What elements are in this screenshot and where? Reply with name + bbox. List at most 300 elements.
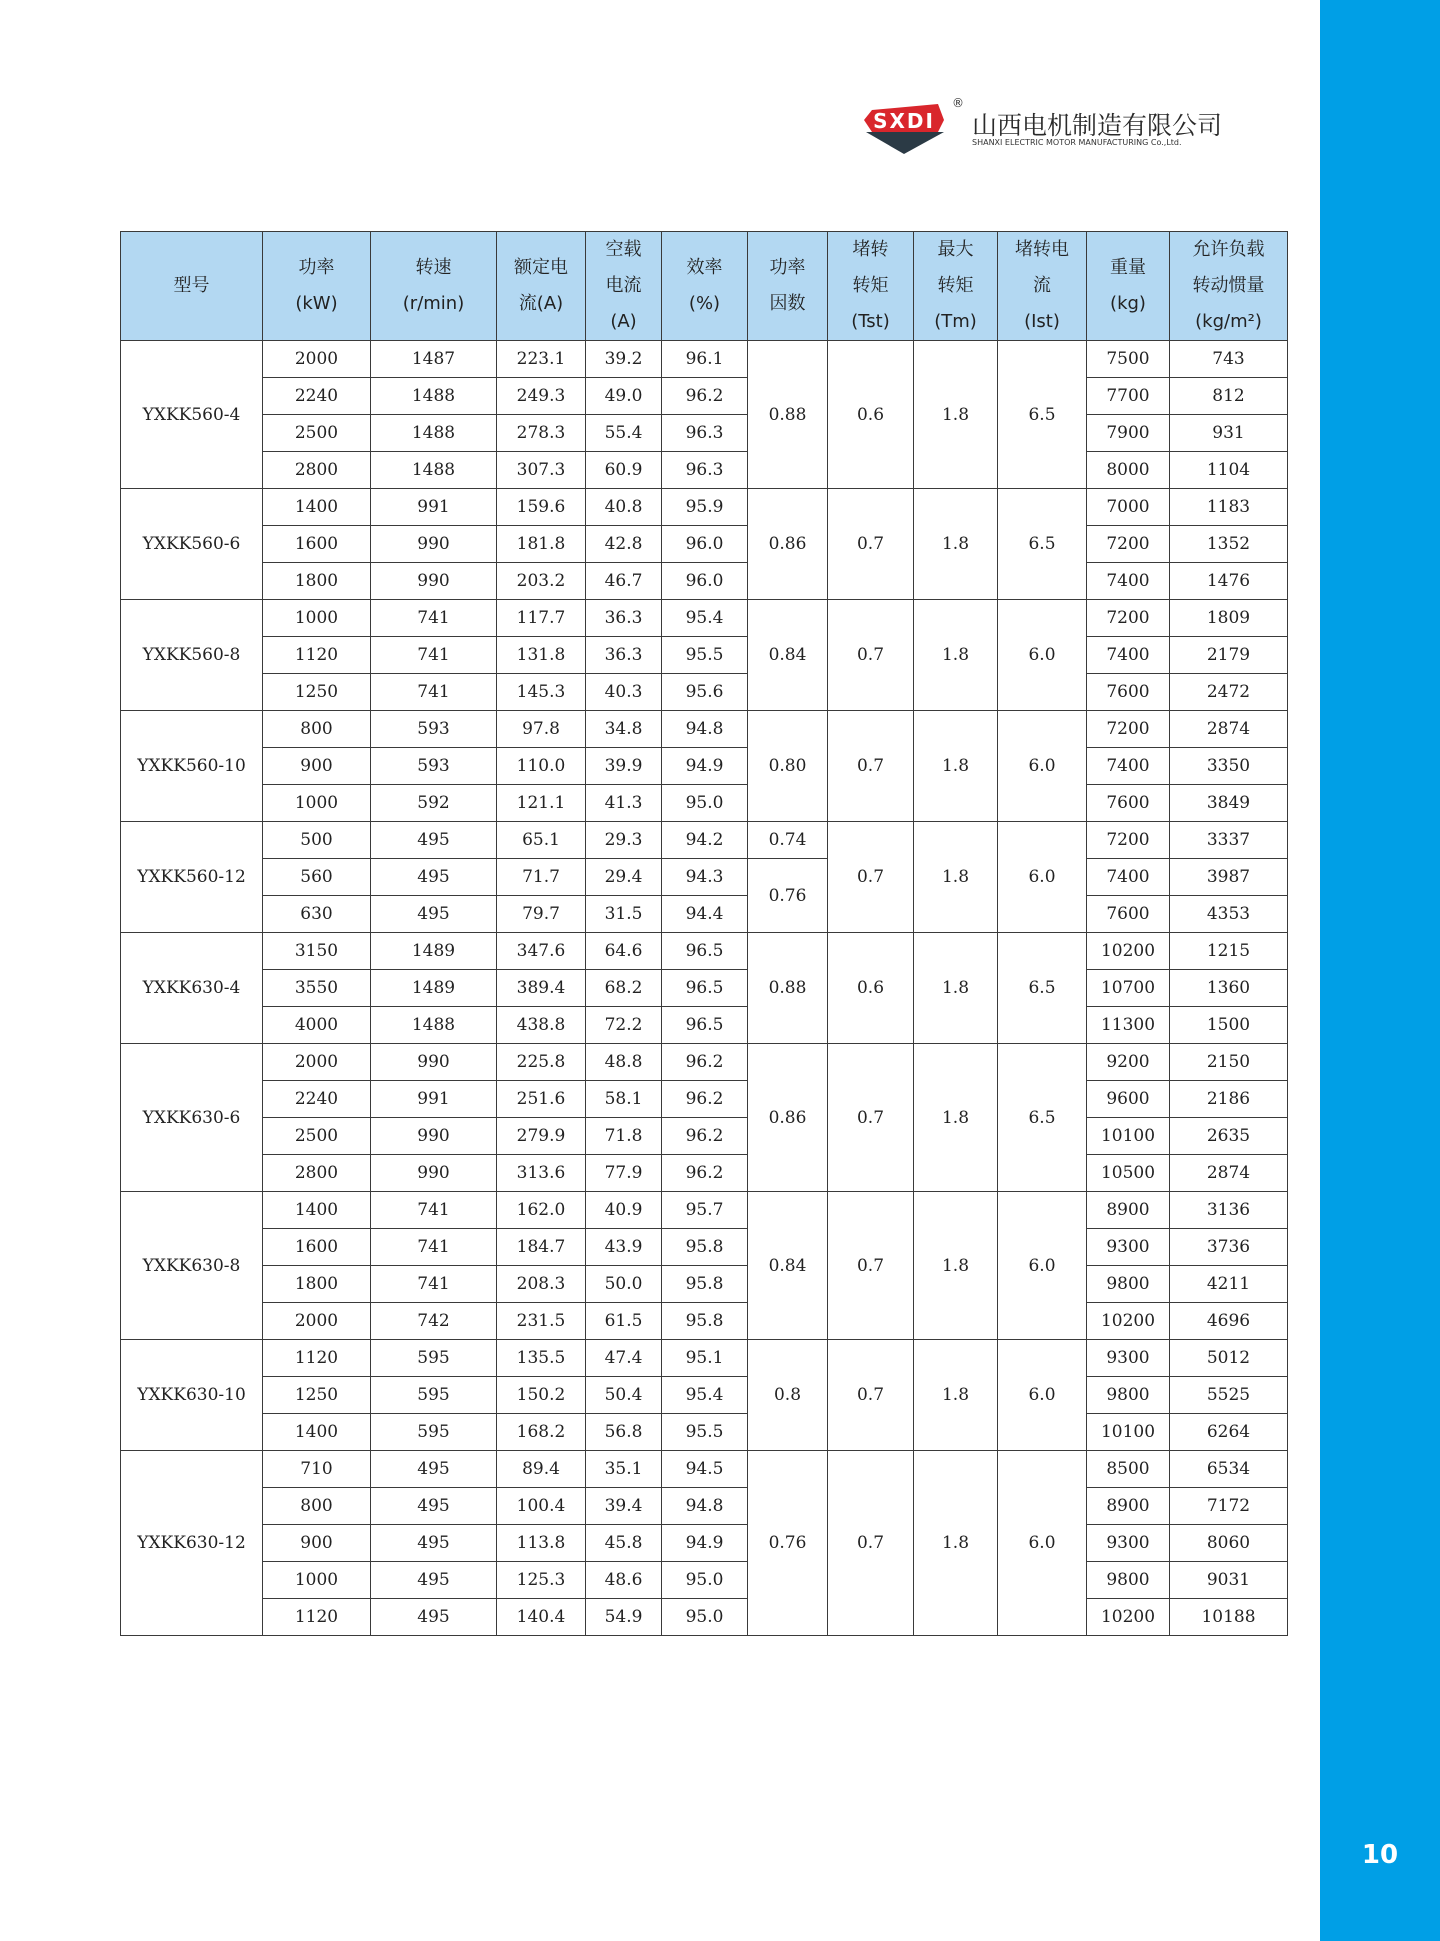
speed-cell: 741 — [371, 674, 497, 711]
inertia-cell: 4353 — [1170, 896, 1288, 933]
rated-current-cell: 389.4 — [497, 970, 586, 1007]
weight-cell: 11300 — [1087, 1007, 1170, 1044]
efficiency-cell: 95.8 — [662, 1303, 748, 1340]
speed-cell: 495 — [371, 1451, 497, 1488]
weight-cell: 10200 — [1087, 1599, 1170, 1636]
weight-cell: 10500 — [1087, 1155, 1170, 1192]
rated-current-cell: 347.6 — [497, 933, 586, 970]
speed-cell: 741 — [371, 1266, 497, 1303]
table-row — [121, 341, 1288, 378]
weight-cell: 9800 — [1087, 1266, 1170, 1303]
power-factor-cell: 0.76 — [748, 859, 828, 933]
speed-cell: 495 — [371, 859, 497, 896]
weight-cell: 7200 — [1087, 711, 1170, 748]
inertia-cell: 812 — [1170, 378, 1288, 415]
rated-current-cell: 225.8 — [497, 1044, 586, 1081]
table-row — [121, 1118, 1288, 1155]
rated-current-cell: 113.8 — [497, 1525, 586, 1562]
speed-cell: 495 — [371, 1525, 497, 1562]
table-row — [121, 1488, 1288, 1525]
inertia-cell: 2874 — [1170, 711, 1288, 748]
column-header — [662, 232, 748, 341]
efficiency-cell: 94.3 — [662, 859, 748, 896]
rated-current-cell: 110.0 — [497, 748, 586, 785]
rated-current-cell: 145.3 — [497, 674, 586, 711]
rated-current-cell: 150.2 — [497, 1377, 586, 1414]
efficiency-cell: 94.8 — [662, 711, 748, 748]
rated-current-cell: 125.3 — [497, 1562, 586, 1599]
rated-current-cell: 313.6 — [497, 1155, 586, 1192]
speed-cell: 592 — [371, 785, 497, 822]
efficiency-cell: 96.1 — [662, 341, 748, 378]
efficiency-cell: 94.9 — [662, 1525, 748, 1562]
noload-current-cell: 31.5 — [586, 896, 662, 933]
weight-cell: 9300 — [1087, 1340, 1170, 1377]
column-header — [1087, 232, 1170, 341]
inertia-cell: 1476 — [1170, 563, 1288, 600]
efficiency-cell: 95.8 — [662, 1229, 748, 1266]
power-cell: 2240 — [263, 378, 371, 415]
inertia-cell: 6534 — [1170, 1451, 1288, 1488]
table-row — [121, 1451, 1288, 1488]
column-header-line: 功率 — [769, 257, 806, 278]
inertia-cell: 5525 — [1170, 1377, 1288, 1414]
power-cell: 4000 — [263, 1007, 371, 1044]
weight-cell: 9800 — [1087, 1562, 1170, 1599]
model-cell: YXKK560-6 — [121, 489, 263, 600]
efficiency-cell: 96.0 — [662, 526, 748, 563]
rated-current-cell: 231.5 — [497, 1303, 586, 1340]
speed-cell: 495 — [371, 1562, 497, 1599]
table-row — [121, 711, 1288, 748]
efficiency-cell: 96.2 — [662, 1081, 748, 1118]
power-cell: 1800 — [263, 1266, 371, 1303]
column-header-line: (%) — [688, 293, 721, 314]
noload-current-cell: 40.3 — [586, 674, 662, 711]
rated-current-cell: 159.6 — [497, 489, 586, 526]
column-header-line: (kg) — [1110, 293, 1146, 314]
max-torque-cell: 1.8 — [914, 711, 998, 822]
efficiency-cell: 95.0 — [662, 785, 748, 822]
locked-rotor-torque-cell: 0.7 — [828, 711, 914, 822]
rated-current-cell: 168.2 — [497, 1414, 586, 1451]
power-cell: 1000 — [263, 785, 371, 822]
locked-rotor-torque-cell: 0.7 — [828, 1340, 914, 1451]
inertia-cell: 3136 — [1170, 1192, 1288, 1229]
rated-current-cell: 162.0 — [497, 1192, 586, 1229]
table-row — [121, 415, 1288, 452]
weight-cell: 10200 — [1087, 1303, 1170, 1340]
power-factor-cell: 0.88 — [748, 341, 828, 489]
inertia-cell: 3987 — [1170, 859, 1288, 896]
weight-cell: 7200 — [1087, 600, 1170, 637]
weight-cell: 9600 — [1087, 1081, 1170, 1118]
noload-current-cell: 48.8 — [586, 1044, 662, 1081]
model-cell: YXKK630-6 — [121, 1044, 263, 1192]
weight-cell: 9300 — [1087, 1229, 1170, 1266]
table-row — [121, 674, 1288, 711]
rated-current-cell: 65.1 — [497, 822, 586, 859]
inertia-cell: 3736 — [1170, 1229, 1288, 1266]
efficiency-cell: 96.2 — [662, 378, 748, 415]
rated-current-cell: 251.6 — [497, 1081, 586, 1118]
weight-cell: 8000 — [1087, 452, 1170, 489]
column-header-line: 最大 — [937, 239, 974, 260]
inertia-cell: 5012 — [1170, 1340, 1288, 1377]
table-row — [121, 378, 1288, 415]
rated-current-cell: 135.5 — [497, 1340, 586, 1377]
power-cell: 2240 — [263, 1081, 371, 1118]
power-cell: 1000 — [263, 600, 371, 637]
power-cell: 2500 — [263, 415, 371, 452]
noload-current-cell: 43.9 — [586, 1229, 662, 1266]
weight-cell: 8500 — [1087, 1451, 1170, 1488]
weight-cell: 10100 — [1087, 1414, 1170, 1451]
locked-rotor-current-cell: 6.5 — [998, 341, 1087, 489]
efficiency-cell: 95.0 — [662, 1599, 748, 1636]
power-cell: 1400 — [263, 1192, 371, 1229]
power-factor-cell: 0.86 — [748, 1044, 828, 1192]
speed-cell: 495 — [371, 822, 497, 859]
column-header — [586, 232, 662, 341]
locked-rotor-torque-cell: 0.7 — [828, 489, 914, 600]
noload-current-cell: 42.8 — [586, 526, 662, 563]
efficiency-cell: 96.5 — [662, 933, 748, 970]
rated-current-cell: 89.4 — [497, 1451, 586, 1488]
company-logo — [860, 96, 1223, 160]
power-cell: 1120 — [263, 1340, 371, 1377]
rated-current-cell: 181.8 — [497, 526, 586, 563]
noload-current-cell: 60.9 — [586, 452, 662, 489]
weight-cell: 7000 — [1087, 489, 1170, 526]
noload-current-cell: 39.2 — [586, 341, 662, 378]
model-cell: YXKK560-10 — [121, 711, 263, 822]
inertia-cell: 1104 — [1170, 452, 1288, 489]
efficiency-cell: 95.5 — [662, 1414, 748, 1451]
power-factor-cell: 0.84 — [748, 1192, 828, 1340]
speed-cell: 1489 — [371, 970, 497, 1007]
column-header — [998, 232, 1087, 341]
table-body — [121, 341, 1288, 1636]
noload-current-cell: 35.1 — [586, 1451, 662, 1488]
power-cell: 1400 — [263, 1414, 371, 1451]
speed-cell: 991 — [371, 1081, 497, 1118]
speed-cell: 991 — [371, 489, 497, 526]
weight-cell: 10700 — [1087, 970, 1170, 1007]
inertia-cell: 743 — [1170, 341, 1288, 378]
inertia-cell: 2186 — [1170, 1081, 1288, 1118]
inertia-cell: 10188 — [1170, 1599, 1288, 1636]
rated-current-cell: 71.7 — [497, 859, 586, 896]
power-factor-cell: 0.80 — [748, 711, 828, 822]
inertia-cell: 2150 — [1170, 1044, 1288, 1081]
sxdi-logo-icon — [860, 102, 950, 156]
efficiency-cell: 94.2 — [662, 822, 748, 859]
efficiency-cell: 96.5 — [662, 970, 748, 1007]
rated-current-cell: 208.3 — [497, 1266, 586, 1303]
table-row — [121, 600, 1288, 637]
table-row — [121, 970, 1288, 1007]
inertia-cell: 1183 — [1170, 489, 1288, 526]
speed-cell: 741 — [371, 1229, 497, 1266]
efficiency-cell: 95.5 — [662, 637, 748, 674]
column-header — [121, 232, 263, 341]
weight-cell: 7500 — [1087, 341, 1170, 378]
inertia-cell: 2635 — [1170, 1118, 1288, 1155]
noload-current-cell: 68.2 — [586, 970, 662, 1007]
rated-current-cell: 117.7 — [497, 600, 586, 637]
inertia-cell: 1500 — [1170, 1007, 1288, 1044]
column-header-line: 允许负载 — [1192, 239, 1265, 260]
table-row — [121, 1599, 1288, 1636]
noload-current-cell: 34.8 — [586, 711, 662, 748]
speed-cell: 990 — [371, 526, 497, 563]
locked-rotor-current-cell: 6.5 — [998, 489, 1087, 600]
noload-current-cell: 40.9 — [586, 1192, 662, 1229]
power-cell: 3150 — [263, 933, 371, 970]
noload-current-cell: 48.6 — [586, 1562, 662, 1599]
locked-rotor-torque-cell: 0.7 — [828, 600, 914, 711]
power-cell: 1000 — [263, 1562, 371, 1599]
noload-current-cell: 36.3 — [586, 600, 662, 637]
locked-rotor-current-cell: 6.0 — [998, 1340, 1087, 1451]
noload-current-cell: 77.9 — [586, 1155, 662, 1192]
table-header-row — [121, 232, 1288, 341]
noload-current-cell: 61.5 — [586, 1303, 662, 1340]
efficiency-cell: 94.5 — [662, 1451, 748, 1488]
blue-sidebar — [1320, 0, 1440, 1941]
speed-cell: 1489 — [371, 933, 497, 970]
power-cell: 1120 — [263, 637, 371, 674]
noload-current-cell: 46.7 — [586, 563, 662, 600]
weight-cell: 9200 — [1087, 1044, 1170, 1081]
power-factor-cell: 0.86 — [748, 489, 828, 600]
speed-cell: 1487 — [371, 341, 497, 378]
efficiency-cell: 95.6 — [662, 674, 748, 711]
table-row — [121, 1340, 1288, 1377]
noload-current-cell: 50.4 — [586, 1377, 662, 1414]
column-header-line: 效率 — [686, 257, 723, 278]
company-name-en: SHANXI ELECTRIC MOTOR MANUFACTURING Co.,Ltd. — [972, 138, 1182, 147]
locked-rotor-torque-cell: 0.7 — [828, 1192, 914, 1340]
noload-current-cell: 47.4 — [586, 1340, 662, 1377]
column-header-line: 重量 — [1110, 257, 1146, 278]
column-header-line: 堵转电 — [1015, 239, 1069, 260]
table-row — [121, 452, 1288, 489]
locked-rotor-torque-cell: 0.6 — [828, 341, 914, 489]
max-torque-cell: 1.8 — [914, 933, 998, 1044]
speed-cell: 990 — [371, 563, 497, 600]
table-row — [121, 748, 1288, 785]
locked-rotor-torque-cell: 0.6 — [828, 933, 914, 1044]
inertia-cell: 3337 — [1170, 822, 1288, 859]
rated-current-cell: 438.8 — [497, 1007, 586, 1044]
weight-cell: 7600 — [1087, 896, 1170, 933]
weight-cell: 7200 — [1087, 822, 1170, 859]
efficiency-cell: 96.3 — [662, 415, 748, 452]
power-cell: 1600 — [263, 526, 371, 563]
locked-rotor-current-cell: 6.0 — [998, 600, 1087, 711]
column-header-line: (Ist) — [1024, 311, 1060, 332]
rated-current-cell: 97.8 — [497, 711, 586, 748]
table-row — [121, 859, 1288, 896]
rated-current-cell: 79.7 — [497, 896, 586, 933]
noload-current-cell: 50.0 — [586, 1266, 662, 1303]
column-header-line: 型号 — [173, 275, 210, 296]
power-cell: 2500 — [263, 1118, 371, 1155]
inertia-cell: 8060 — [1170, 1525, 1288, 1562]
max-torque-cell: 1.8 — [914, 600, 998, 711]
power-factor-cell: 0.74 — [748, 822, 828, 859]
locked-rotor-current-cell: 6.0 — [998, 711, 1087, 822]
weight-cell: 7900 — [1087, 415, 1170, 452]
power-cell: 900 — [263, 1525, 371, 1562]
column-header-line: 因数 — [769, 293, 806, 314]
speed-cell: 1488 — [371, 415, 497, 452]
table-row — [121, 1229, 1288, 1266]
column-header-line: 流 — [1033, 275, 1051, 296]
inertia-cell: 1809 — [1170, 600, 1288, 637]
noload-current-cell: 29.3 — [586, 822, 662, 859]
efficiency-cell: 95.9 — [662, 489, 748, 526]
power-factor-cell: 0.8 — [748, 1340, 828, 1451]
speed-cell: 495 — [371, 1599, 497, 1636]
column-header — [497, 232, 586, 341]
table-row — [121, 1303, 1288, 1340]
table-row — [121, 1081, 1288, 1118]
table-row — [121, 1562, 1288, 1599]
rated-current-cell: 131.8 — [497, 637, 586, 674]
model-cell: YXKK560-8 — [121, 600, 263, 711]
speed-cell: 741 — [371, 1192, 497, 1229]
inertia-cell: 931 — [1170, 415, 1288, 452]
table-row — [121, 1414, 1288, 1451]
power-cell: 630 — [263, 896, 371, 933]
max-torque-cell: 1.8 — [914, 1044, 998, 1192]
speed-cell: 741 — [371, 637, 497, 674]
model-cell: YXKK560-4 — [121, 341, 263, 489]
locked-rotor-current-cell: 6.0 — [998, 1451, 1087, 1636]
power-factor-cell: 0.76 — [748, 1451, 828, 1636]
noload-current-cell: 54.9 — [586, 1599, 662, 1636]
weight-cell: 8900 — [1087, 1192, 1170, 1229]
column-header — [371, 232, 497, 341]
locked-rotor-current-cell: 6.0 — [998, 822, 1087, 933]
speed-cell: 593 — [371, 748, 497, 785]
noload-current-cell: 49.0 — [586, 378, 662, 415]
power-cell: 3550 — [263, 970, 371, 1007]
efficiency-cell: 96.3 — [662, 452, 748, 489]
efficiency-cell: 96.5 — [662, 1007, 748, 1044]
column-header-line: 电流 — [605, 275, 642, 296]
power-cell: 2800 — [263, 1155, 371, 1192]
efficiency-cell: 95.1 — [662, 1340, 748, 1377]
column-header-line: 转动惯量 — [1192, 275, 1265, 296]
model-cell: YXKK630-8 — [121, 1192, 263, 1340]
noload-current-cell: 58.1 — [586, 1081, 662, 1118]
noload-current-cell: 39.9 — [586, 748, 662, 785]
model-cell: YXKK630-12 — [121, 1451, 263, 1636]
inertia-cell: 9031 — [1170, 1562, 1288, 1599]
max-torque-cell: 1.8 — [914, 1340, 998, 1451]
power-cell: 2000 — [263, 341, 371, 378]
locked-rotor-current-cell: 6.5 — [998, 1044, 1087, 1192]
inertia-cell: 1360 — [1170, 970, 1288, 1007]
weight-cell: 7200 — [1087, 526, 1170, 563]
table-row — [121, 489, 1288, 526]
weight-cell: 7700 — [1087, 378, 1170, 415]
column-header-line: (r/min) — [402, 293, 465, 314]
speed-cell: 990 — [371, 1118, 497, 1155]
power-cell: 710 — [263, 1451, 371, 1488]
power-cell: 800 — [263, 711, 371, 748]
inertia-cell: 6264 — [1170, 1414, 1288, 1451]
weight-cell: 7600 — [1087, 674, 1170, 711]
speed-cell: 742 — [371, 1303, 497, 1340]
power-cell: 1250 — [263, 674, 371, 711]
max-torque-cell: 1.8 — [914, 489, 998, 600]
speed-cell: 595 — [371, 1340, 497, 1377]
speed-cell: 1488 — [371, 1007, 497, 1044]
noload-current-cell: 39.4 — [586, 1488, 662, 1525]
table-row — [121, 1525, 1288, 1562]
column-header — [748, 232, 828, 341]
column-header-line: 流(A) — [518, 293, 564, 314]
table-row — [121, 1266, 1288, 1303]
column-header-line: (Tm) — [934, 311, 977, 332]
speed-cell: 595 — [371, 1414, 497, 1451]
power-cell: 1400 — [263, 489, 371, 526]
table-row — [121, 822, 1288, 859]
noload-current-cell: 40.8 — [586, 489, 662, 526]
power-cell: 800 — [263, 1488, 371, 1525]
noload-current-cell: 41.3 — [586, 785, 662, 822]
inertia-cell: 7172 — [1170, 1488, 1288, 1525]
column-header — [1170, 232, 1288, 341]
weight-cell: 9300 — [1087, 1525, 1170, 1562]
rated-current-cell: 223.1 — [497, 341, 586, 378]
column-header-line: (A) — [610, 311, 637, 332]
page-number: 10 — [1361, 1840, 1399, 1870]
efficiency-cell: 96.2 — [662, 1044, 748, 1081]
noload-current-cell: 36.3 — [586, 637, 662, 674]
efficiency-cell: 95.4 — [662, 600, 748, 637]
speed-cell: 1488 — [371, 378, 497, 415]
weight-cell: 8900 — [1087, 1488, 1170, 1525]
noload-current-cell: 72.2 — [586, 1007, 662, 1044]
efficiency-cell: 95.0 — [662, 1562, 748, 1599]
noload-current-cell: 56.8 — [586, 1414, 662, 1451]
table-row — [121, 785, 1288, 822]
efficiency-cell: 94.4 — [662, 896, 748, 933]
table-row — [121, 1377, 1288, 1414]
max-torque-cell: 1.8 — [914, 1192, 998, 1340]
power-cell: 560 — [263, 859, 371, 896]
power-cell: 1120 — [263, 1599, 371, 1636]
inertia-cell: 1215 — [1170, 933, 1288, 970]
speed-cell: 990 — [371, 1155, 497, 1192]
speed-cell: 990 — [371, 1044, 497, 1081]
company-name-cn: 山西电机制造有限公司 — [972, 111, 1223, 140]
efficiency-cell: 95.4 — [662, 1377, 748, 1414]
table-row — [121, 637, 1288, 674]
weight-cell: 7600 — [1087, 785, 1170, 822]
column-header-line: 额定电 — [514, 257, 568, 278]
locked-rotor-torque-cell: 0.7 — [828, 1044, 914, 1192]
column-header-line: (kg/m²) — [1195, 311, 1262, 332]
table-row — [121, 1007, 1288, 1044]
column-header — [914, 232, 998, 341]
